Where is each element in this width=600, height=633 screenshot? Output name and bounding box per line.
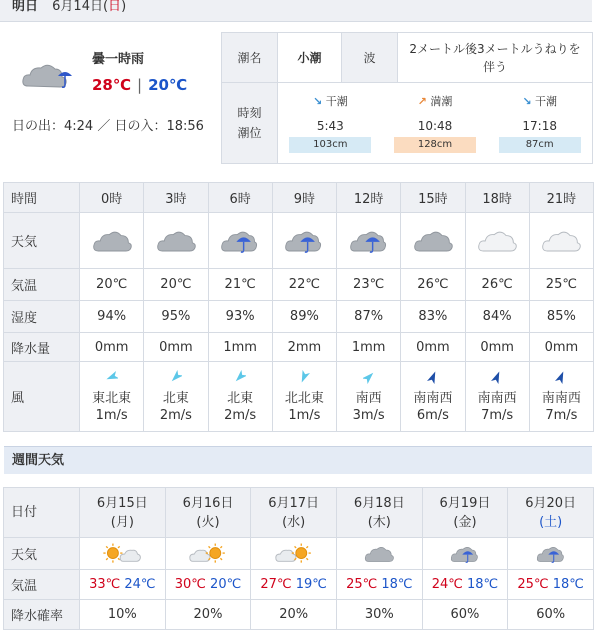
wind-direction: 北東 bbox=[227, 390, 254, 406]
day-date-cell bbox=[508, 488, 594, 538]
wind-cell bbox=[272, 362, 336, 432]
day-weather-cell bbox=[422, 538, 508, 570]
row-label-precip-prob: 降水確率 bbox=[4, 600, 80, 630]
weekly-weather-row bbox=[4, 538, 594, 570]
tomorrow-weekday: 日 bbox=[108, 0, 122, 14]
day-date-cell bbox=[422, 488, 508, 538]
tide-name-label: 潮名 bbox=[222, 33, 278, 83]
weather-cell bbox=[80, 213, 144, 269]
tide-kind-text: 満潮 bbox=[430, 95, 453, 108]
wind-direction: 南南西 bbox=[477, 390, 517, 406]
wind-arrow-icon bbox=[273, 370, 336, 386]
wind-speed: 7m/s bbox=[545, 407, 578, 423]
wind-cell bbox=[529, 362, 593, 432]
temp-cell: 26℃ bbox=[465, 269, 529, 301]
hourly-humidity-row bbox=[4, 301, 594, 333]
weather-cell bbox=[401, 213, 465, 269]
day-weather-cell bbox=[251, 538, 337, 570]
day-date: 6月17日 bbox=[268, 495, 320, 511]
wind-speed: 7m/s bbox=[481, 407, 514, 423]
weekly-forecast-table bbox=[3, 487, 594, 630]
row-label-time: 時間 bbox=[4, 183, 80, 213]
weekly-weather-heading: 週間天気 bbox=[4, 446, 592, 474]
day-low: 18℃ bbox=[381, 577, 413, 592]
cloudy-icon bbox=[364, 546, 394, 561]
humidity-cell: 87% bbox=[337, 301, 401, 333]
cloudy-sunny-icon bbox=[274, 546, 314, 561]
day-date-cell bbox=[251, 488, 337, 538]
hour-cell: 18時 bbox=[465, 183, 529, 213]
day-date: 6月20日 bbox=[525, 495, 577, 511]
temperature-range bbox=[92, 76, 187, 94]
day-temp-cell bbox=[165, 570, 251, 600]
weather-cell bbox=[208, 213, 272, 269]
precip-cell: 1mm bbox=[208, 333, 272, 362]
wind-cell bbox=[337, 362, 401, 432]
day-precip-cell: 20% bbox=[165, 600, 251, 630]
wind-direction: 北北東 bbox=[284, 390, 324, 406]
cloudy-icon bbox=[413, 233, 453, 248]
row-label-temp: 気温 bbox=[4, 269, 80, 301]
temp-cell: 23℃ bbox=[337, 269, 401, 301]
weather-cell bbox=[272, 213, 336, 269]
day-precip-cell: 10% bbox=[80, 600, 166, 630]
tide-entry bbox=[383, 87, 488, 159]
tide-kind bbox=[383, 93, 488, 109]
tide-kind bbox=[278, 93, 383, 109]
tide-entry bbox=[278, 87, 383, 159]
row-label-humidity: 湿度 bbox=[4, 301, 80, 333]
wind-arrow-icon bbox=[337, 370, 400, 386]
hourly-weather-row bbox=[4, 213, 594, 269]
day-date-cell bbox=[165, 488, 251, 538]
wind-cell bbox=[208, 362, 272, 432]
wind-direction: 南南西 bbox=[413, 390, 453, 406]
wind-direction: 北東 bbox=[162, 390, 189, 406]
wind-cell bbox=[465, 362, 529, 432]
cloudy-light-icon bbox=[477, 233, 517, 248]
wind-direction: 南南西 bbox=[541, 390, 581, 406]
hourly-temp-row bbox=[4, 269, 594, 301]
wind-arrow-icon bbox=[209, 370, 272, 386]
day-weekday: (月) bbox=[110, 514, 134, 530]
day-high: 25℃ bbox=[346, 577, 378, 592]
arrow-down-icon: ↘ bbox=[522, 95, 532, 108]
arrow-up-icon: ↗ bbox=[417, 95, 427, 108]
day-weather-cell bbox=[80, 538, 166, 570]
day-low: 18℃ bbox=[552, 577, 584, 592]
wind-arrow-icon bbox=[144, 370, 207, 386]
wind-arrow-icon bbox=[530, 370, 593, 386]
tide-kind-text: 干潮 bbox=[325, 95, 348, 108]
sunrise-sunset: 日の出：4:24 ／ 日の入：18:56 bbox=[12, 119, 204, 134]
humidity-cell: 95% bbox=[144, 301, 208, 333]
wind-arrow-icon bbox=[80, 370, 143, 386]
day-weekday: (金) bbox=[453, 514, 477, 530]
tide-time-label-1: 時刻 bbox=[237, 106, 262, 120]
day-weekday: (火) bbox=[196, 514, 220, 530]
temp-cell: 20℃ bbox=[144, 269, 208, 301]
tide-kind-text: 干潮 bbox=[535, 95, 558, 108]
humidity-cell: 93% bbox=[208, 301, 272, 333]
tide-level: 103cm bbox=[289, 137, 371, 153]
day-high: 24℃ bbox=[431, 577, 463, 592]
tomorrow-date bbox=[52, 0, 126, 14]
temp-cell: 22℃ bbox=[272, 269, 336, 301]
day-temp-cell bbox=[80, 570, 166, 600]
hour-cell: 3時 bbox=[144, 183, 208, 213]
cloudy-icon bbox=[92, 233, 132, 248]
tomorrow-date-text: 6月14日( bbox=[52, 0, 109, 14]
hour-cell: 21時 bbox=[529, 183, 593, 213]
row-label-date: 日付 bbox=[4, 488, 80, 538]
wind-cell bbox=[80, 362, 144, 432]
day-weekday: (土) bbox=[539, 514, 563, 530]
arrow-down-icon: ↘ bbox=[312, 95, 323, 108]
weekly-date-row bbox=[4, 488, 594, 538]
hour-cell: 12時 bbox=[337, 183, 401, 213]
cloudy-rain-icon bbox=[284, 233, 324, 248]
tide-time-label-2: 潮位 bbox=[237, 126, 262, 140]
day-date: 6月16日 bbox=[182, 495, 234, 511]
day-high: 27℃ bbox=[260, 577, 292, 592]
low-temp: 20℃ bbox=[148, 76, 188, 94]
cloudy-rain-icon bbox=[349, 233, 389, 248]
precip-cell: 0mm bbox=[144, 333, 208, 362]
tide-time: 10:48 bbox=[417, 119, 453, 133]
row-label-weather: 天気 bbox=[4, 538, 80, 570]
precip-cell: 1mm bbox=[337, 333, 401, 362]
day-precip-cell: 30% bbox=[336, 600, 422, 630]
day-date-cell bbox=[336, 488, 422, 538]
tide-kind bbox=[487, 93, 592, 109]
tide-entries bbox=[278, 83, 593, 164]
hourly-time-row bbox=[4, 183, 594, 213]
tide-time-label bbox=[222, 83, 278, 164]
day-weather-cell bbox=[165, 538, 251, 570]
humidity-cell: 85% bbox=[529, 301, 593, 333]
day-precip-cell: 60% bbox=[508, 600, 594, 630]
cloudy-rain-icon bbox=[220, 233, 260, 248]
row-label-wind: 風 bbox=[4, 362, 80, 432]
wind-speed: 1m/s bbox=[95, 407, 128, 423]
tide-time: 17:18 bbox=[522, 119, 557, 133]
humidity-cell: 84% bbox=[465, 301, 529, 333]
wind-cell bbox=[401, 362, 465, 432]
humidity-cell: 83% bbox=[401, 301, 465, 333]
hour-cell: 0時 bbox=[80, 183, 144, 213]
tide-time: 5:43 bbox=[316, 119, 344, 133]
tide-table bbox=[221, 32, 593, 164]
tide-level: 128cm bbox=[394, 137, 476, 153]
day-weekday: (木) bbox=[367, 514, 391, 530]
hourly-wind-row bbox=[4, 362, 594, 432]
day-temp-cell bbox=[251, 570, 337, 600]
day-low: 18℃ bbox=[467, 577, 499, 592]
temp-cell: 20℃ bbox=[80, 269, 144, 301]
hour-cell: 9時 bbox=[272, 183, 336, 213]
hourly-forecast-table bbox=[3, 182, 594, 432]
wind-speed: 6m/s bbox=[416, 407, 449, 423]
day-date: 6月18日 bbox=[353, 495, 405, 511]
hour-cell: 6時 bbox=[208, 183, 272, 213]
temp-cell: 26℃ bbox=[401, 269, 465, 301]
precip-cell: 0mm bbox=[465, 333, 529, 362]
weather-cell bbox=[337, 213, 401, 269]
day-temp-cell bbox=[422, 570, 508, 600]
cloudy-rain-icon bbox=[20, 56, 76, 96]
day-weather-cell bbox=[336, 538, 422, 570]
precip-cell: 0mm bbox=[529, 333, 593, 362]
wind-speed: 1m/s bbox=[288, 407, 321, 423]
row-label-precip: 降水量 bbox=[4, 333, 80, 362]
temp-cell: 21℃ bbox=[208, 269, 272, 301]
high-temp: 28℃ bbox=[92, 76, 132, 94]
day-weather-cell bbox=[508, 538, 594, 570]
tomorrow-date-close: ) bbox=[121, 0, 127, 14]
wind-speed: 3m/s bbox=[352, 407, 385, 423]
temp-cell: 25℃ bbox=[529, 269, 593, 301]
day-date: 6月15日 bbox=[96, 495, 148, 511]
wind-arrow-icon bbox=[401, 370, 464, 386]
row-label-temp: 気温 bbox=[4, 570, 80, 600]
day-temp-cell bbox=[508, 570, 594, 600]
day-precip-cell: 60% bbox=[422, 600, 508, 630]
tide-entry bbox=[487, 87, 592, 159]
wave-label: 波 bbox=[342, 33, 398, 83]
precip-cell: 2mm bbox=[272, 333, 336, 362]
wind-direction: 南西 bbox=[355, 390, 382, 406]
tomorrow-summary bbox=[0, 30, 220, 160]
weather-cell bbox=[529, 213, 593, 269]
day-date-cell bbox=[80, 488, 166, 538]
humidity-cell: 94% bbox=[80, 301, 144, 333]
cloudy-icon bbox=[156, 233, 196, 248]
sunny-cloudy-icon bbox=[102, 546, 142, 561]
day-precip-cell: 20% bbox=[251, 600, 337, 630]
hour-cell: 15時 bbox=[401, 183, 465, 213]
row-label-weather: 天気 bbox=[4, 213, 80, 269]
wind-direction: 東北東 bbox=[92, 390, 132, 406]
day-low: 24℃ bbox=[124, 577, 156, 592]
wave-info: 2メートル後3メートルうねりを伴う bbox=[398, 33, 593, 83]
temp-separator: | bbox=[137, 76, 143, 94]
tide-name: 小潮 bbox=[278, 33, 342, 83]
wind-speed: 2m/s bbox=[224, 407, 257, 423]
weather-cell bbox=[144, 213, 208, 269]
weekly-temp-row bbox=[4, 570, 594, 600]
wind-cell bbox=[144, 362, 208, 432]
tomorrow-label: 明日 bbox=[12, 0, 39, 14]
hourly-precip-row bbox=[4, 333, 594, 362]
wind-speed: 2m/s bbox=[159, 407, 192, 423]
day-high: 30℃ bbox=[174, 577, 206, 592]
cloudy-rain-icon bbox=[536, 546, 566, 561]
day-weekday: (水) bbox=[282, 514, 306, 530]
day-high: 33℃ bbox=[89, 577, 121, 592]
tomorrow-header bbox=[0, 0, 592, 22]
weather-description: 曇一時雨 bbox=[92, 52, 145, 67]
cloudy-light-icon bbox=[541, 233, 581, 248]
cloudy-rain-icon bbox=[450, 546, 480, 561]
day-date: 6月19日 bbox=[439, 495, 491, 511]
tide-level: 87cm bbox=[499, 137, 581, 153]
wind-arrow-icon bbox=[466, 370, 529, 386]
humidity-cell: 89% bbox=[272, 301, 336, 333]
weekly-precip-row bbox=[4, 600, 594, 630]
day-high: 25℃ bbox=[517, 577, 549, 592]
precip-cell: 0mm bbox=[401, 333, 465, 362]
precip-cell: 0mm bbox=[80, 333, 144, 362]
weather-cell bbox=[465, 213, 529, 269]
day-low: 20℃ bbox=[210, 577, 242, 592]
day-low: 19℃ bbox=[295, 577, 327, 592]
cloudy-sunny-icon bbox=[188, 546, 228, 561]
day-temp-cell bbox=[336, 570, 422, 600]
